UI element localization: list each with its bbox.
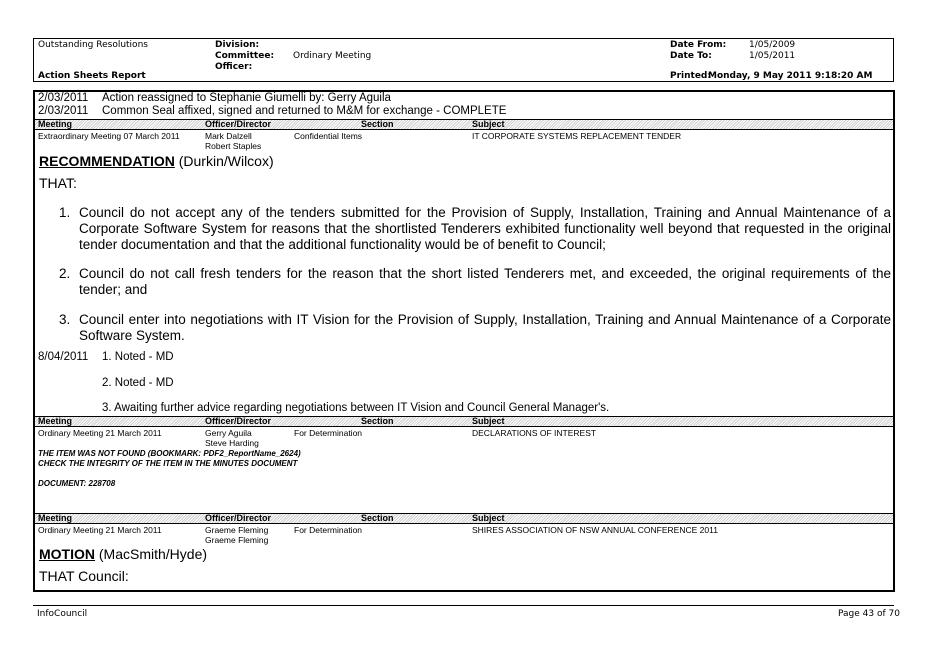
report-name: Action Sheets Report (38, 71, 146, 81)
record-meeting: Ordinary Meeting 21 March 2011 (38, 525, 162, 535)
col-officer: Officer/Director (205, 119, 272, 129)
column-header-row (35, 119, 893, 130)
action-date: 8/04/2011 (38, 351, 89, 363)
action-note: 2. Noted - MD (102, 377, 174, 389)
page-number: Page 43 of 70 (838, 609, 900, 619)
col-subject: Subject (472, 416, 505, 426)
record-section: Confidential Items (294, 131, 363, 141)
recommendation-heading: RECOMMENDATION (Durkin/Wilcox) (39, 153, 274, 169)
col-meeting: Meeting (38, 119, 73, 129)
list-item: 1. Council do not accept any of the tenders submitted for the Provision of Supply, Installation, Training and Annual Maintenance of a Corporate Software System for reasons that the shortlisted Tenderers exhibited functionality well beyond that requested in the original tender documentation and that the additional functionality would be of benefit to Council; (59, 205, 891, 252)
error-message: THE ITEM WAS NOT FOUND (BOOKMARK: PDF2_ReportName_2624) (38, 449, 301, 458)
col-subject: Subject (472, 119, 505, 129)
col-subject: Subject (472, 513, 505, 523)
record-officer: Robert Staples (205, 141, 262, 151)
action-text: Action reassigned to Stephanie Giumelli by: Gerry Aguila (102, 92, 391, 104)
column-header-row (35, 416, 893, 427)
record-subject: IT CORPORATE SYSTEMS REPLACEMENT TENDER (472, 131, 682, 141)
footer-app-name: InfoCouncil (37, 609, 88, 619)
record-officer: Gerry Aguila (205, 428, 252, 438)
action-text: Common Seal affixed, signed and returned to M&M for exchange - COMPLETE (102, 105, 507, 117)
col-officer: Officer/Director (205, 416, 272, 426)
report-header (33, 38, 894, 82)
motion-intro: THAT Council: (39, 568, 129, 584)
printed-label: Printed: (670, 71, 711, 81)
date-to-value: 1/05/2011 (749, 51, 796, 61)
committee-value: Ordinary Meeting (293, 51, 372, 61)
col-section: Section (361, 513, 394, 523)
col-meeting: Meeting (38, 513, 73, 523)
record-officer: Mark Dalzell (205, 131, 252, 141)
record-section: For Determination (294, 428, 363, 438)
footer-divider (33, 605, 894, 606)
division-label: Division: (215, 40, 260, 50)
col-officer: Officer/Director (205, 513, 272, 523)
record-subject: SHIRES ASSOCIATION OF NSW ANNUAL CONFERENCE 2011 (472, 525, 718, 535)
col-meeting: Meeting (38, 416, 73, 426)
date-from-value: 1/05/2009 (749, 40, 796, 50)
record-subject: DECLARATIONS OF INTEREST (472, 428, 597, 438)
printed-value: Monday, 9 May 2011 9:18:20 AM (708, 71, 873, 81)
col-section: Section (361, 119, 394, 129)
date-to-label: Date To: (670, 51, 712, 61)
record-officer: Graeme Fleming (205, 535, 269, 545)
record-meeting: Extraordinary Meeting 07 March 2011 (38, 131, 180, 141)
motion-heading: MOTION (MacSmith/Hyde) (39, 546, 208, 562)
document-reference: DOCUMENT: 228708 (38, 479, 116, 488)
action-date: 2/03/2011 (38, 92, 89, 104)
recommendation-intro: THAT: (39, 175, 77, 191)
action-note: 1. Noted - MD (102, 351, 174, 363)
committee-label: Committee: (215, 51, 275, 61)
action-date: 2/03/2011 (38, 105, 89, 117)
date-from-label: Date From: (670, 40, 727, 50)
column-header-row (35, 513, 893, 524)
action-note: 3. Awaiting further advice regarding negotiations between IT Vision and Council General Manager's. (102, 402, 610, 414)
record-meeting: Ordinary Meeting 21 March 2011 (38, 428, 162, 438)
list-item: 3. Council enter into negotiations with IT Vision for the Provision of Supply, Installation, Training and Annual Maintenance of a Corporate Software System. (59, 312, 891, 343)
record-officer: Graeme Fleming (205, 525, 269, 535)
record-officer: Steve Harding (205, 438, 259, 448)
error-message: CHECK THE INTEGRITY OF THE ITEM IN THE MINUTES DOCUMENT (38, 459, 298, 468)
record-section: For Determination (294, 525, 363, 535)
report-category: Outstanding Resolutions (38, 40, 148, 50)
officer-label: Officer: (215, 62, 253, 72)
list-item: 2. Council do not call fresh tenders for the reason that the short listed Tenderers met, and exceeded, the original requirements of the tender; and (59, 266, 891, 297)
action-sheet-body (33, 90, 895, 592)
col-section: Section (361, 416, 394, 426)
